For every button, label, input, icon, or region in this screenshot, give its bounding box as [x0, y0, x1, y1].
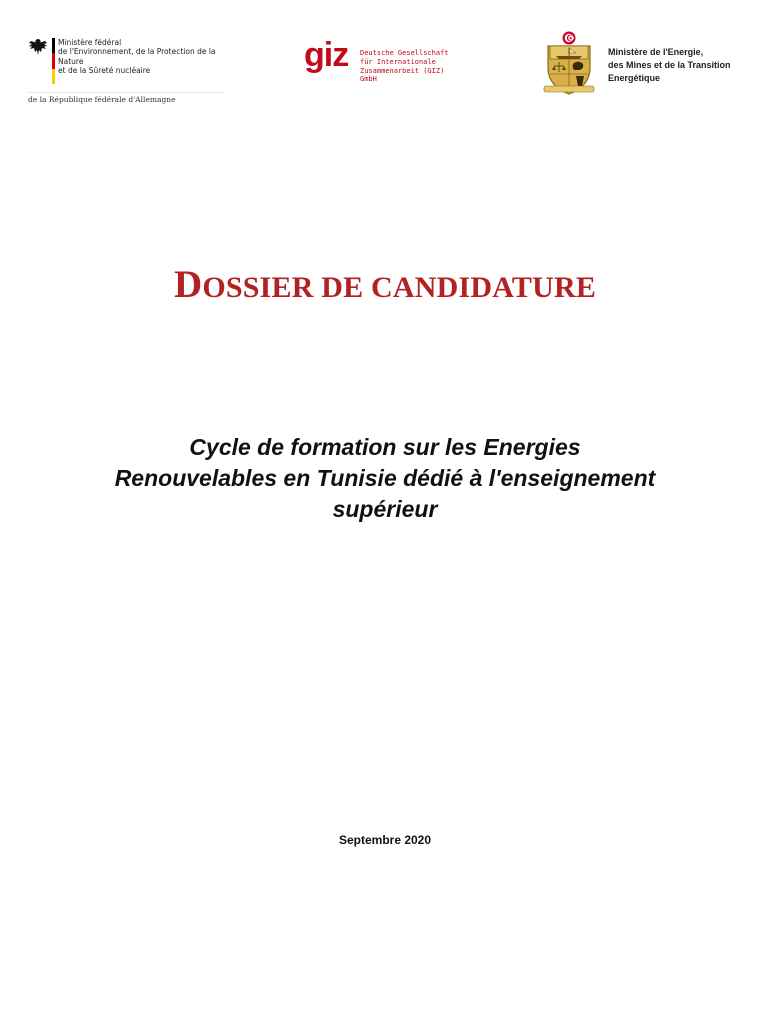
tunisia-ministry-logo	[542, 30, 742, 100]
tunisia-coat-of-arms-icon	[542, 30, 596, 96]
title-initial: D	[173, 263, 203, 306]
page-title	[0, 262, 770, 307]
bmu-divider	[28, 92, 224, 93]
bmu-republic-line: de la République fédérale d'Allemagne	[28, 95, 176, 104]
giz-full-name: Deutsche Gesellschaft für Internationale Zusammenarbeit (GIZ) GmbH	[360, 49, 449, 84]
document-date: Septembre 2020	[338, 833, 432, 847]
giz-logo	[304, 36, 464, 84]
bmu-ministry-name: Ministère fédéral de l'Environnement, de la Protection de la Nature et de la Sûreté nucléaire	[58, 38, 216, 75]
german-flag-bar	[52, 38, 55, 84]
giz-wordmark: giz	[304, 36, 349, 74]
federal-eagle-icon	[28, 38, 48, 56]
document-subtitle: Cycle de formation sur les Energies Renouvelables en Tunisie dédié à l'enseignement supérieur	[114, 434, 656, 522]
title-rest: OSSIER DE CANDIDATURE	[202, 271, 597, 304]
tunisia-ministry-name: Ministère de l'Energie, des Mines et de la Transition Energétique	[608, 47, 731, 83]
